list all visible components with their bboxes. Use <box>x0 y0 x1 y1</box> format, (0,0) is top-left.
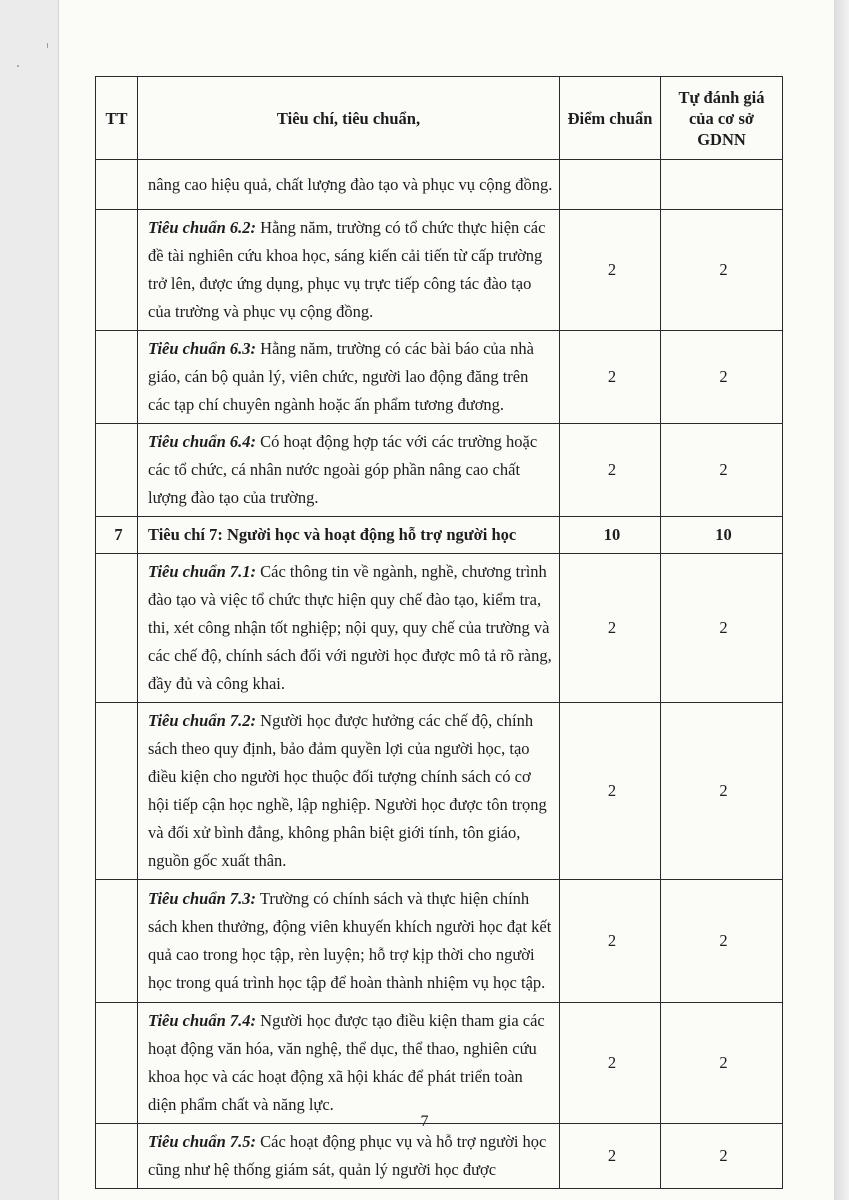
row-self: 2 <box>661 210 783 331</box>
table-row <box>96 703 783 880</box>
standard-text: Hằng năm, trường có tổ chức thực hiện các đề tài nghiên cứu khoa học, sáng kiến cải tiến từ cấp trường trở lên, được ứng dụng, phục vụ trực tiếp công tác đào tạo của trường và phục vụ cộng đồng. <box>148 218 546 321</box>
standard-text: nâng cao hiệu quả, chất lượng đào tạo và phục vụ cộng đồng. <box>148 174 553 194</box>
row-score: 2 <box>560 703 661 880</box>
row-text <box>138 331 560 424</box>
standard-text: Có hoạt động hợp tác với các trường hoặc các tổ chức, cá nhân nước ngoài góp phần nâng cao chất lượng đào tạo của trường. <box>148 432 538 507</box>
row-tt <box>96 1003 138 1124</box>
row-self: 10 <box>661 517 783 554</box>
row-tt <box>96 703 138 880</box>
row-self: 2 <box>661 424 783 517</box>
row-text <box>138 210 560 331</box>
standard-text: Các hoạt động phục vụ và hỗ trợ người học cũng như hệ thống giám sát, quản lý người học được <box>148 1132 547 1179</box>
table-row <box>96 160 783 210</box>
row-score: 10 <box>560 517 661 554</box>
row-self: 2 <box>661 880 783 1003</box>
standard-label: Tiêu chuẩn 7.3: <box>148 889 257 908</box>
row-self: 2 <box>661 1124 783 1189</box>
standard-label: Tiêu chuẩn 7.4: <box>148 1011 257 1030</box>
page-number: 7 <box>420 1113 429 1130</box>
row-tt <box>96 424 138 517</box>
standard-label: Tiêu chuẩn 7.2: <box>148 711 257 730</box>
table-row <box>96 554 783 703</box>
row-text <box>138 880 560 1003</box>
row-text <box>138 424 560 517</box>
row-score: 2 <box>560 1003 661 1124</box>
row-text <box>138 1124 560 1189</box>
row-tt <box>96 880 138 1003</box>
row-text <box>138 703 560 880</box>
table-row <box>96 1124 783 1189</box>
criterion-title: Tiêu chí 7: Người học và hoạt động hỗ trợ người học <box>138 517 560 554</box>
standard-text: Các thông tin về ngành, nghề, chương trình đào tạo và việc tổ chức thực hiện quy chế đào tạo, kiểm tra, thi, xét công nhận tốt nghiệp; nội quy, quy chế của trường và các chế độ, chính sách đối với người học được mô tả rõ ràng, đầy đủ và công khai. <box>148 562 552 693</box>
criterion-row <box>96 517 783 554</box>
row-score: 2 <box>560 331 661 424</box>
standard-text: Người học được tạo điều kiện tham gia các hoạt động văn hóa, văn nghệ, thể dục, thể thao, nghiên cứu khoa học và các hoạt động xã hội khác để phát triển toàn diện phẩm chất và năng lực. <box>148 1011 545 1114</box>
row-tt <box>96 210 138 331</box>
standard-label: Tiêu chuẩn 6.3: <box>148 339 257 358</box>
header-tt: TT <box>96 77 138 160</box>
row-score: 2 <box>560 880 661 1003</box>
standard-text: Hằng năm, trường có các bài báo của nhà giáo, cán bộ quản lý, viên chức, người lao động đăng trên các tạp chí chuyên ngành hoặc ấn phẩm tương đương. <box>148 339 534 414</box>
row-self: 2 <box>661 331 783 424</box>
table-row <box>96 331 783 424</box>
table-row <box>96 424 783 517</box>
table-row <box>96 1003 783 1124</box>
row-self: 2 <box>661 554 783 703</box>
page-edge <box>834 0 849 1200</box>
scan-speck <box>47 43 48 48</box>
standard-label: Tiêu chuẩn 7.5: <box>148 1132 257 1151</box>
row-self: 2 <box>661 1003 783 1124</box>
row-tt <box>96 331 138 424</box>
row-text <box>138 554 560 703</box>
criteria-table <box>95 76 783 1189</box>
row-tt <box>96 554 138 703</box>
row-score <box>560 160 661 210</box>
row-self: 2 <box>661 703 783 880</box>
header-self-assessment: Tự đánh giá của cơ sở GDNN <box>661 77 783 160</box>
row-text <box>138 160 560 210</box>
standard-text: Người học được hưởng các chế độ, chính sách theo quy định, bảo đảm quyền lợi của người học, tạo điều kiện cho người học thuộc đối tượng chính sách có cơ hội tiếp cận học nghề, lập nghiệp. Người học được tôn trọng và đối xử bình đẳng, không phân biệt giới tính, tôn giáo, nguồn gốc xuất thân. <box>148 711 547 870</box>
row-score: 2 <box>560 1124 661 1189</box>
table-row <box>96 210 783 331</box>
standard-label: Tiêu chuẩn 6.2: <box>148 218 257 237</box>
header-standard-score: Điểm chuẩn <box>560 77 661 160</box>
header-criteria: Tiêu chí, tiêu chuẩn, <box>138 77 560 160</box>
row-tt <box>96 1124 138 1189</box>
row-score: 2 <box>560 554 661 703</box>
standard-label: Tiêu chuẩn 7.1: <box>148 562 257 581</box>
scan-speck <box>17 65 19 67</box>
standard-label: Tiêu chuẩn 6.4: <box>148 432 257 451</box>
row-tt: 7 <box>96 517 138 554</box>
row-score: 2 <box>560 424 661 517</box>
row-tt <box>96 160 138 210</box>
row-score: 2 <box>560 210 661 331</box>
row-self <box>661 160 783 210</box>
table-row <box>96 880 783 1003</box>
row-text <box>138 1003 560 1124</box>
standard-text: Trường có chính sách và thực hiện chính sách khen thưởng, động viên khuyến khích người học đạt kết quả cao trong học tập, rèn luyện; hỗ trợ kịp thời cho người học trong quá trình học tập để hoàn thành nhiệm vụ học tập. <box>148 889 552 992</box>
table-header-row <box>96 77 783 160</box>
